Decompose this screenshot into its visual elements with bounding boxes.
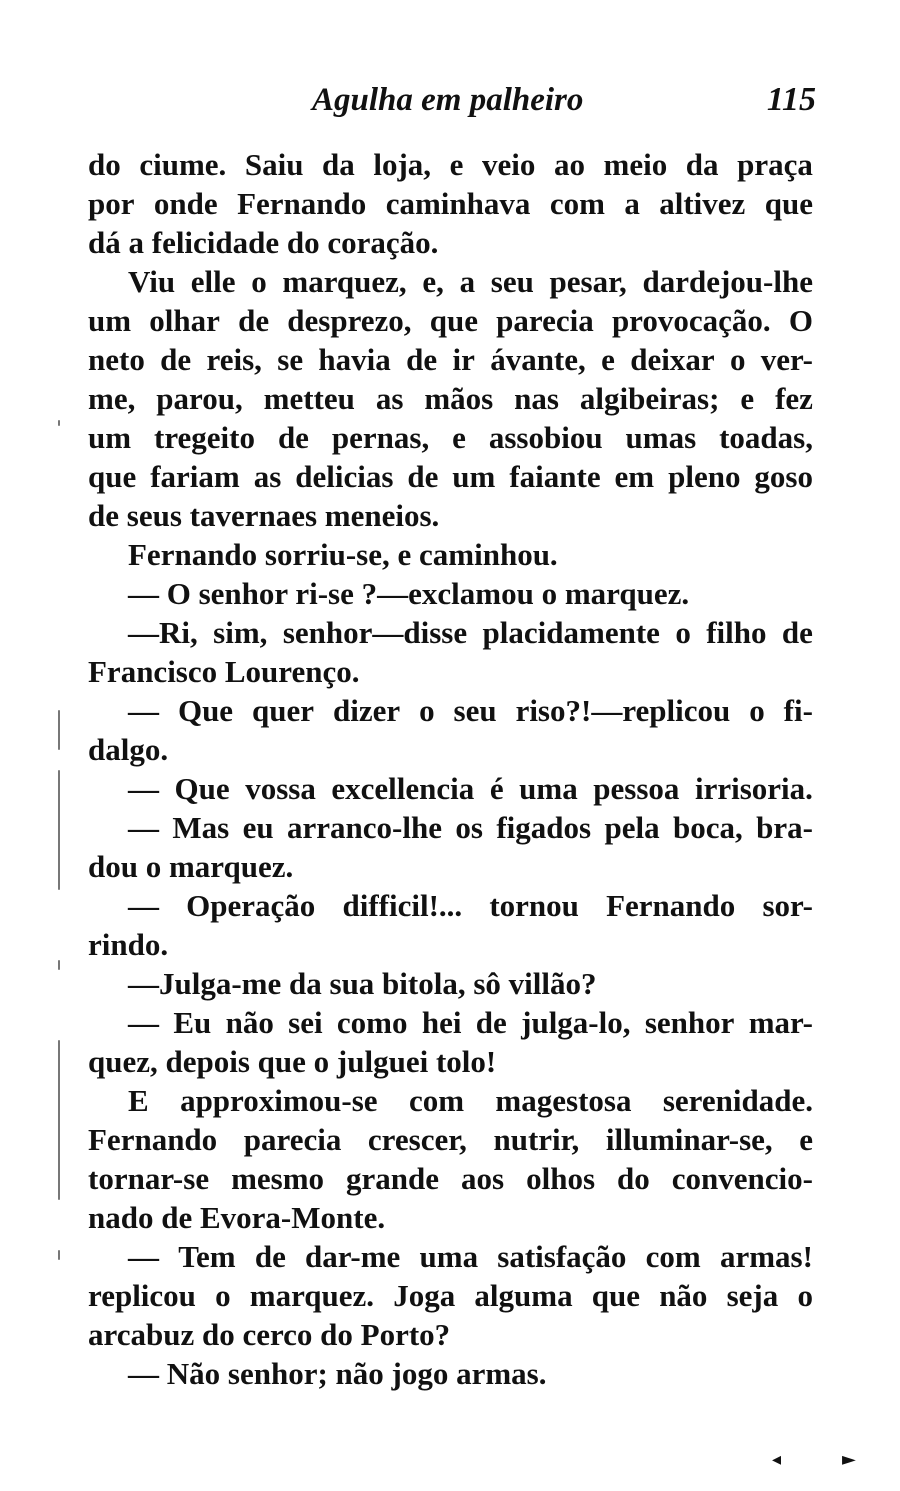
word: havia [318, 342, 391, 377]
word: —Ri, [128, 615, 198, 650]
word: do [88, 147, 121, 182]
word: Saiu [244, 147, 304, 182]
word: difficil!... [342, 888, 463, 923]
word: eu [242, 810, 274, 845]
word: olhos [526, 1161, 596, 1196]
word: Que [174, 771, 230, 806]
word: elle [190, 264, 236, 299]
word: mesmo [231, 1161, 325, 1196]
word: com [408, 1083, 465, 1118]
word: onde [153, 186, 218, 221]
word: Fernando [606, 888, 736, 923]
text-line [88, 301, 813, 340]
word: altivez [659, 186, 746, 221]
word: nutrir, [493, 1122, 580, 1157]
word: Que [177, 693, 234, 728]
margin-mark [58, 710, 60, 750]
word: e, [422, 264, 444, 299]
body-text [88, 145, 813, 1393]
word: e [601, 342, 615, 377]
text-line: arcabuz do cerco do Porto? [88, 1317, 451, 1352]
word: sei [288, 1005, 323, 1040]
word: provocação. [611, 303, 771, 338]
word: replicou [88, 1278, 196, 1313]
word: como [336, 1005, 408, 1040]
word: em [614, 459, 655, 494]
word: que [591, 1278, 641, 1313]
word: Operação [186, 888, 316, 923]
word: e [452, 420, 466, 455]
word: — [128, 1239, 159, 1274]
word: — [128, 1005, 159, 1040]
word: julga-lo, [521, 1005, 631, 1040]
word: placidamente [482, 615, 660, 650]
word: um [452, 459, 496, 494]
word: figados [496, 810, 592, 845]
word: as [375, 381, 404, 416]
word: tornou [489, 888, 579, 923]
margin-mark [58, 1250, 60, 1260]
word: os [455, 810, 483, 845]
word: vossa [245, 771, 316, 806]
word: armas! [719, 1239, 813, 1274]
word: o [729, 342, 746, 377]
word: de [254, 1239, 286, 1274]
word: Mas [172, 810, 230, 845]
word: com [549, 186, 605, 221]
text-line [88, 886, 813, 925]
word: meio [603, 147, 668, 182]
word: o [675, 615, 691, 650]
word: assobiou [488, 420, 603, 455]
word: deixar [630, 342, 715, 377]
word: algibeiras; [579, 381, 720, 416]
word: filho [706, 615, 767, 650]
word: fi- [783, 693, 813, 728]
word: Tem [178, 1239, 236, 1274]
word: ver- [760, 342, 813, 377]
word: um [88, 303, 132, 338]
text-line [88, 145, 813, 184]
word: um [88, 420, 132, 455]
word: de [277, 420, 309, 455]
margin-mark [58, 770, 60, 890]
word: dar-me [305, 1239, 401, 1274]
text-line: dá a felicidade do coração. [88, 225, 439, 260]
word: a [624, 186, 640, 221]
word: e [740, 381, 755, 416]
word: ir [452, 342, 475, 377]
text-line: —Julga-me da sua bitola, sô villão? [128, 966, 597, 1001]
word: olhar [149, 303, 220, 338]
word: pleno [668, 459, 741, 494]
text-line [88, 1003, 813, 1042]
word: mar- [748, 1005, 813, 1040]
word: do [617, 1161, 650, 1196]
word: o [215, 1278, 231, 1313]
word: bra- [756, 810, 813, 845]
word: não [225, 1005, 274, 1040]
margin-mark [58, 960, 60, 970]
word: e [799, 1122, 813, 1157]
word: — [128, 693, 159, 728]
word: pesar, [549, 264, 627, 299]
word: umas [625, 420, 697, 455]
word: dardejou-lhe [642, 264, 813, 299]
word: de [407, 459, 439, 494]
word: que [429, 303, 478, 338]
word: marquez, [282, 264, 407, 299]
word: delicias [295, 459, 394, 494]
text-line [88, 1237, 813, 1276]
text-line: Francisco Lourenço. [88, 654, 360, 689]
word: seja [726, 1278, 779, 1313]
word: riso?!—replicou [515, 693, 731, 728]
word: ao [553, 147, 585, 182]
word: sor- [762, 888, 813, 923]
word: as [253, 459, 282, 494]
word: goso [754, 459, 813, 494]
word: parecia [496, 303, 594, 338]
text-line: dou o marquez. [88, 849, 294, 884]
word: approximou-se [180, 1083, 378, 1118]
word: boca, [672, 810, 743, 845]
word: da [322, 147, 355, 182]
word: alguma [474, 1278, 573, 1313]
word: não [659, 1278, 708, 1313]
running-header [96, 78, 816, 122]
word: irrisoria. [694, 771, 813, 806]
word: uma [419, 1239, 479, 1274]
text-line [88, 184, 813, 223]
word: praça [737, 147, 813, 182]
word: o [797, 1278, 813, 1313]
word: Fernando [237, 186, 367, 221]
word: nas [514, 381, 559, 416]
text-line [88, 1081, 813, 1120]
word: Fernando [88, 1122, 218, 1157]
word: — [128, 810, 159, 845]
word: o [251, 264, 267, 299]
word: o [749, 693, 765, 728]
word: grande [346, 1161, 440, 1196]
word: magestosa [495, 1083, 632, 1118]
word: mãos [424, 381, 494, 416]
word: toadas, [719, 420, 813, 455]
word: metteu [263, 381, 355, 416]
text-line: nado de Evora-Monte. [88, 1200, 386, 1235]
text-line [88, 262, 813, 301]
word: de [781, 615, 813, 650]
text-line: Fernando sorriu-se, e caminhou. [128, 537, 558, 572]
word: de [406, 342, 438, 377]
word: arranco-lhe [287, 810, 442, 845]
text-line: dalgo. [88, 732, 169, 767]
word: é [489, 771, 504, 806]
word: aos [461, 1161, 505, 1196]
word: e [449, 147, 464, 182]
word: me, [88, 381, 136, 416]
word: parecia [243, 1122, 342, 1157]
word: seu [490, 264, 534, 299]
text-line [88, 613, 813, 652]
text-line [88, 691, 813, 730]
word: seu [453, 693, 497, 728]
margin-mark [58, 420, 60, 426]
word: ávante, [490, 342, 586, 377]
text-line [88, 418, 813, 457]
word: — [128, 771, 159, 806]
word: desprezo, [287, 303, 412, 338]
word: que [88, 459, 137, 494]
word: serenidade. [662, 1083, 813, 1118]
text-line: quez, depois que o julguei tolo! [88, 1044, 497, 1079]
word: da [685, 147, 719, 182]
word: Joga [393, 1278, 456, 1313]
word: excellencia [331, 771, 475, 806]
text-line [88, 1276, 813, 1315]
text-line [88, 1120, 813, 1159]
word: uma [519, 771, 578, 806]
word: o [419, 693, 435, 728]
word: ciume. [139, 147, 227, 182]
word: sim, [213, 615, 268, 650]
page-number: 115 [766, 81, 816, 118]
word: parou, [156, 381, 243, 416]
word: que [764, 186, 813, 221]
word: pernas, [331, 420, 430, 455]
word: senhor—disse [282, 615, 468, 650]
text-line: rindo. [88, 927, 169, 962]
word: illuminar-se, [605, 1122, 773, 1157]
word: caminhava [385, 186, 531, 221]
text-line: — Não senhor; não jogo armas. [128, 1356, 547, 1391]
word: crescer, [367, 1122, 467, 1157]
word: O [788, 303, 813, 338]
text-line [88, 340, 813, 379]
word: com [645, 1239, 701, 1274]
word: de [238, 303, 270, 338]
text-line: — O senhor ri-se ?—exclamou o marquez. [128, 576, 690, 611]
word: por [88, 186, 135, 221]
word: Viu [128, 264, 176, 299]
word: senhor [644, 1005, 735, 1040]
word: de [475, 1005, 507, 1040]
word: hei [421, 1005, 462, 1040]
word: — [128, 888, 159, 923]
word: neto [88, 342, 145, 377]
word: quer [252, 693, 315, 728]
text-line [88, 379, 813, 418]
text-line [88, 769, 813, 808]
text-line [88, 1159, 813, 1198]
text-line: de seus tavernaes meneios. [88, 498, 440, 533]
word: E [128, 1083, 149, 1118]
word: pessoa [593, 771, 680, 806]
word: dizer [332, 693, 401, 728]
footer-arrow-icon: ► [842, 1449, 856, 1470]
word: a [459, 264, 476, 299]
word: se [277, 342, 304, 377]
word: reis, [206, 342, 262, 377]
word: veio [481, 147, 536, 182]
margin-mark [58, 1040, 60, 1200]
running-title: Agulha em palheiro [312, 82, 584, 118]
word: marquez. [249, 1278, 375, 1313]
word: fariam [150, 459, 240, 494]
word: de [160, 342, 192, 377]
text-line [88, 457, 813, 496]
margin-marks [58, 420, 72, 1420]
word: convencio- [671, 1161, 813, 1196]
word: faiante [509, 459, 601, 494]
footer-marks [750, 1450, 870, 1470]
word: satisfação [497, 1239, 627, 1274]
word: tornar-se [88, 1161, 210, 1196]
word: loja, [373, 147, 432, 182]
word: tregeito [154, 420, 255, 455]
footer-arrow-icon: ◂ [772, 1449, 782, 1470]
word: pela [604, 810, 660, 845]
text-line [88, 808, 813, 847]
word: fez [775, 381, 813, 416]
word: Eu [173, 1005, 212, 1040]
